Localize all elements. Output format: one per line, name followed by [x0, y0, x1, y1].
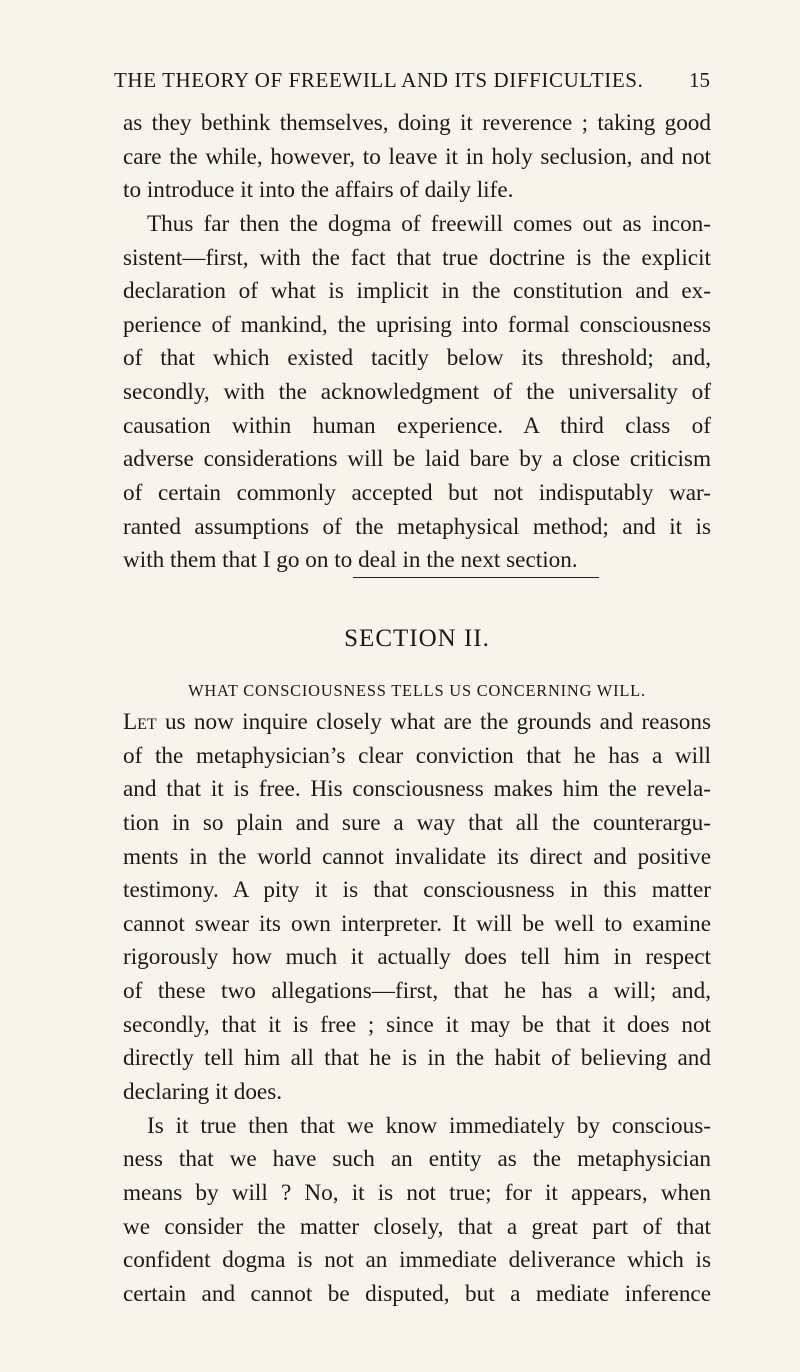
paragraph-line: Is it true then that we know immediately by conscious-: [147, 1112, 711, 1139]
paragraph-line: as they bethink themselves, doing it reverence ; taking good: [123, 110, 711, 136]
paragraph-line: declaration of what is implicit in the constitution and ex-: [123, 278, 711, 305]
drop-lead-word: Let: [123, 709, 157, 735]
paragraph-line: with them that I go on to deal in the next section.: [123, 547, 578, 574]
paragraph-line: tion in so plain and sure a way that all the counterargu-: [123, 809, 711, 836]
paragraph-line: secondly, with the acknowledgment of the universality of: [123, 379, 711, 406]
paragraph-line: declaring it does.: [123, 1079, 283, 1106]
paragraph-line: and that it is free. His consciousness makes him the revela-: [123, 776, 711, 803]
paragraph-line: directly tell him all that he is in the habit of believing and: [123, 1045, 711, 1072]
paragraph-line: of certain commonly accepted but not indisputably war-: [123, 480, 711, 507]
main-text-block: [123, 107, 711, 578]
paragraph-line: means by will ? No, it is not true; for it appears, when: [123, 1179, 711, 1206]
paragraph-line: causation within human experience. A third class of: [123, 412, 711, 439]
paragraph-line: ranted assumptions of the metaphysical method; and it is: [123, 513, 711, 540]
paragraph-line: [123, 706, 711, 740]
section-subtitle: WHAT CONSCIOUSNESS TELLS US CONCERNING WILL.: [188, 681, 646, 700]
running-title: THE THEORY OF FREEWILL AND ITS DIFFICULTIES.: [114, 68, 644, 92]
paragraph-line: we consider the matter closely, that a great part of that: [123, 1213, 711, 1240]
running-head: [114, 68, 710, 102]
page-number: 15: [689, 68, 710, 92]
paragraph-line: of these two allegations—first, that he has a will; and,: [123, 978, 711, 1005]
paragraph-line: secondly, that it is free ; since it may be that it does not: [123, 1011, 711, 1038]
paragraph-line: perience of mankind, the uprising into formal consciousness: [123, 311, 711, 338]
paragraph-line: certain and cannot be disputed, but a mediate inference: [123, 1280, 711, 1307]
paragraph-line: of the metaphysician’s clear conviction that he has a will: [123, 742, 711, 769]
paragraph-line: to introduce it into the affairs of daily life.: [123, 177, 514, 204]
paragraph-line: testimony. A pity it is that consciousness in this matter: [123, 877, 711, 904]
paragraph-line: ments in the world cannot invalidate its direct and positive: [123, 843, 711, 870]
paragraph-line: confident dogma is not an immediate deliverance which is: [123, 1247, 711, 1274]
paragraph-line: ness that we have such an entity as the metaphysician: [123, 1146, 711, 1173]
paragraph-line: care the while, however, to leave it in holy seclusion, and not: [123, 143, 711, 170]
paragraph-line: rigorously how much it actually does tell him in respect: [123, 944, 711, 971]
section-text-block: [123, 706, 711, 1312]
paragraph-line: adverse considerations will be laid bare by a close criticism: [123, 446, 711, 473]
paragraph-line: of that which existed tacitly below its threshold; and,: [123, 345, 711, 372]
paragraph-line: cannot swear its own interpreter. It will be well to examine: [123, 910, 711, 937]
section-title: SECTION II.: [344, 625, 490, 652]
section-divider: [353, 577, 599, 578]
paragraph-line: sistent—first, with the fact that true doctrine is the explicit: [123, 244, 711, 271]
first-line-rest: us now inquire closely what are the grounds and reasons: [156, 709, 711, 735]
paragraph-line: Thus far then the dogma of freewill comes out as incon-: [147, 210, 711, 237]
